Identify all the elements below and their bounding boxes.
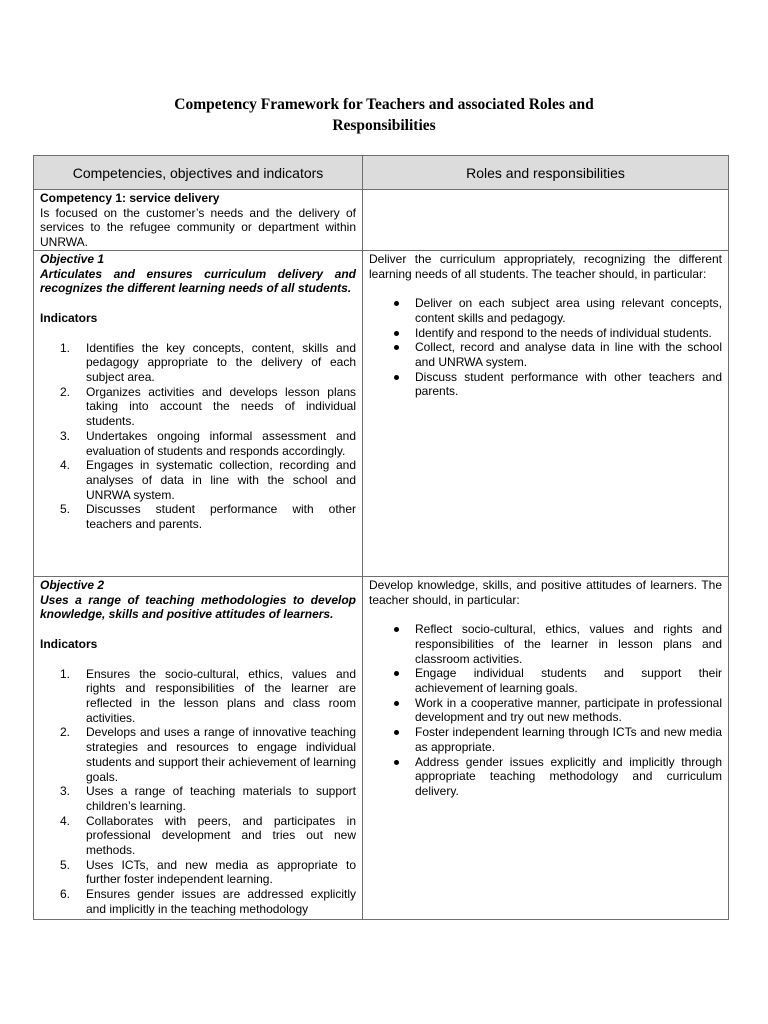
objective-2-row [34, 576, 729, 919]
indicator-number: 2. [60, 384, 71, 399]
bullet-icon [394, 701, 399, 706]
objective-2-cell [34, 577, 362, 917]
objective-1-roles-intro: Deliver the curriculum appropriately, recognizing the different learning needs of all students. The teacher should, in particular: [369, 251, 722, 281]
indicator-item [40, 502, 356, 531]
role-text: Reflect socio-cultural, ethics, values and rights and responsibilities of the learner in lesson plans and classroom activities. [415, 622, 722, 666]
objective-2-statement: Uses a range of teaching methodologies to develop knowledge, skills and positive attitudes of learners. [40, 592, 356, 622]
objective-1-roles [369, 296, 722, 399]
indicator-text: Identifies the key concepts, content, skills and pedagogy appropriate to the delivery of each subject area. [86, 340, 356, 385]
objective-1-roles-cell [363, 251, 728, 399]
objective-2-roles-intro: Develop knowledge, skills, and positive attitudes of learners. The teacher should, in particular: [369, 577, 722, 607]
document-title [60, 94, 708, 136]
indicator-number: 4. [60, 458, 71, 473]
bullet-icon [394, 627, 399, 632]
role-text: Identify and respond to the needs of individual students. [415, 325, 712, 340]
header-row [34, 156, 729, 190]
indicator-number: 5. [60, 857, 71, 872]
objective-1-label: Objective 1 [40, 251, 105, 266]
objective-1-statement: Articulates and ensures curriculum delivery and recognizes the different learning needs of all students. [40, 266, 356, 296]
role-text: Foster independent learning through ICTs and new media as appropriate. [415, 725, 722, 754]
competency-description: Is focused on the customer’s needs and the delivery of services to the refugee community or department within UNRWA. [40, 205, 356, 250]
title-line-2: Responsibilities [332, 117, 436, 134]
role-text: Discuss student performance with other teachers and parents. [415, 369, 722, 399]
indicator-item [40, 429, 356, 458]
header-roles: Roles and responsibilities [363, 156, 729, 190]
indicator-number: 1. [60, 666, 71, 681]
role-text: Deliver on each subject area using relevant concepts, content skills and pedagogy. [415, 296, 722, 325]
indicator-text: Uses ICTs, and new media as appropriate to further foster independent learning. [86, 857, 356, 887]
indicator-item [40, 341, 356, 385]
indicator-text: Ensures the socio-cultural, ethics, values and rights and responsibilities of the learner are reflected in the lesson plans and class room activities. [86, 666, 356, 725]
role-item [369, 666, 722, 695]
indicator-number: 4. [60, 813, 71, 828]
indicator-item [40, 887, 356, 916]
role-item [369, 370, 722, 399]
objective-2-indicators [40, 667, 356, 917]
indicator-item [40, 667, 356, 726]
indicator-item [40, 385, 356, 429]
role-text: Address gender issues explicitly and implicitly through appropriate teaching methodology and curriculum delivery. [415, 754, 722, 798]
role-item [369, 296, 722, 325]
role-item [369, 725, 722, 754]
bullet-icon [394, 760, 399, 765]
competency-cell [34, 190, 362, 250]
competency-roles-cell [363, 190, 729, 251]
indicator-number: 3. [60, 784, 71, 799]
objective-1-cell [34, 251, 362, 532]
indicator-number: 5. [60, 502, 71, 517]
indicator-text: Organizes activities and develops lesson plans taking into account the needs of individual students. [86, 384, 356, 429]
bullet-icon [394, 375, 399, 380]
objective-2-label: Objective 2 [40, 577, 105, 592]
role-item [369, 340, 722, 369]
bullet-icon [394, 671, 399, 676]
objective-1-indicators [40, 341, 356, 532]
title-line-1: Competency Framework for Teachers and associated Roles and [174, 96, 594, 113]
bullet-icon [394, 345, 399, 350]
objective-2-roles [369, 622, 722, 798]
competency-table [33, 155, 729, 920]
indicator-item [40, 784, 356, 813]
role-text: Engage individual students and support their achievement of learning goals. [415, 666, 722, 696]
header-competencies: Competencies, objectives and indicators [34, 156, 363, 190]
indicator-text: Develops and uses a range of innovative teaching strategies and resources to engage individual students and support their achievement of learning goals. [86, 725, 356, 784]
indicator-item [40, 458, 356, 502]
objective-1-row [34, 250, 729, 576]
role-text: Work in a cooperative manner, participate in professional development and try out new methods. [415, 695, 722, 725]
competency-row [34, 190, 729, 251]
indicator-item [40, 858, 356, 887]
indicator-text: Ensures gender issues are addressed explicitly and implicitly in the teaching methodology [86, 887, 356, 916]
competency-title: Competency 1: service delivery [40, 191, 220, 205]
indicator-number: 6. [60, 887, 71, 902]
role-text: Collect, record and analyse data in line with the school and UNRWA system. [415, 340, 722, 370]
indicator-item [40, 814, 356, 858]
indicator-item [40, 725, 356, 784]
indicator-number: 2. [60, 725, 71, 740]
objective-2-roles-cell [363, 577, 728, 799]
indicator-text: Engages in systematic collection, recording and analyses of data in line with the school and UNRWA system. [86, 458, 356, 502]
objective-2-indicators-label: Indicators [40, 636, 98, 651]
indicator-text: Undertakes ongoing informal assessment and evaluation of students and responds accordingly. [86, 428, 356, 458]
indicator-number: 3. [60, 428, 71, 443]
role-item [369, 696, 722, 725]
bullet-icon [394, 301, 399, 306]
indicator-text: Discusses student performance with other teachers and parents. [86, 502, 356, 532]
role-item [369, 622, 722, 666]
bullet-icon [394, 730, 399, 735]
role-item [369, 755, 722, 799]
indicator-text: Collaborates with peers, and participates in professional development and tries out new methods. [86, 813, 356, 858]
objective-1-indicators-label: Indicators [40, 310, 98, 325]
indicator-number: 1. [60, 340, 71, 355]
indicator-text: Uses a range of teaching materials to support children’s learning. [86, 784, 356, 813]
bullet-icon [394, 331, 399, 336]
role-item [369, 326, 722, 341]
